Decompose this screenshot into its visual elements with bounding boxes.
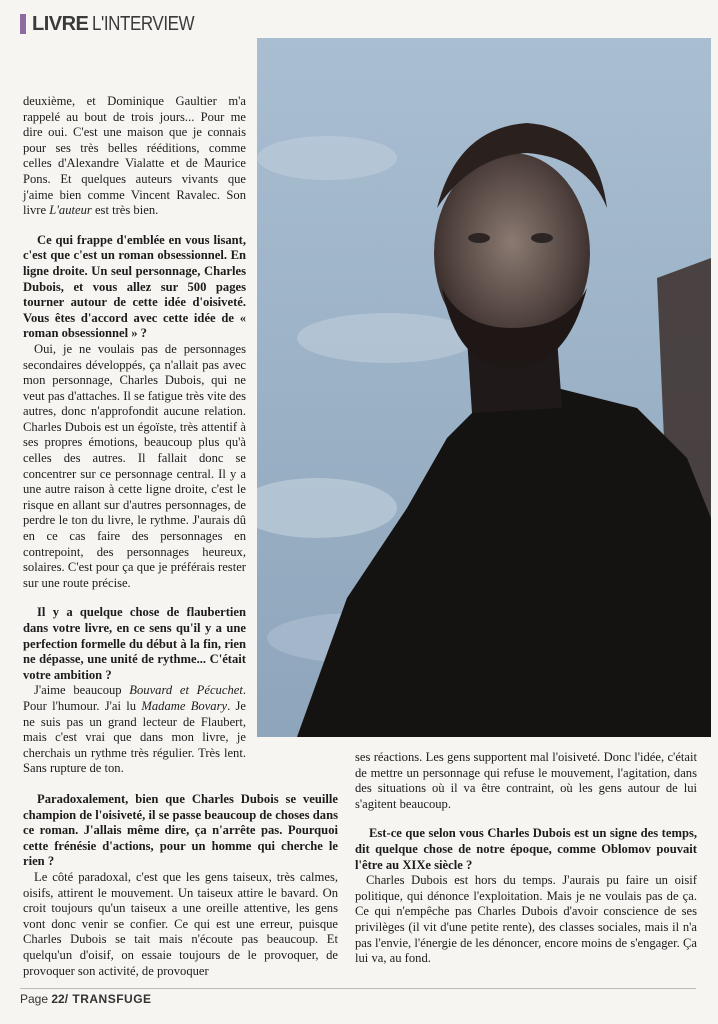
- rubric-light: L'INTERVIEW: [92, 12, 195, 35]
- answer-3-continued: ses réactions. Les gens supportent mal l'oisiveté. Donc l'idée, c'était de mettre un personnage qui refuse le mouvement, l'agitation, dans des situations où il va être contraint, où les gens autour de lui s'agitent beaucoup.: [355, 750, 697, 811]
- question-2: Il y a quelque chose de flaubertien dans votre livre, en ce sens qu'il y a une perfection formelle du début à la fin, rien ne dépasse, une unité de rythme... C'était votre ambition ?: [23, 605, 246, 682]
- rubric-bold: LIVRE: [32, 12, 89, 35]
- portrait-illustration: [257, 38, 711, 737]
- text: . Pour l'humour. J'ai lu: [23, 683, 246, 713]
- bottom-right-column: [355, 750, 697, 967]
- left-column: [23, 94, 246, 777]
- text: . Je ne suis pas un grand lecteur de Flaubert, mais c'est vrai que dans mon livre, je cherchais un rythme très régulier. Très lent. Sans rupture de ton.: [23, 698, 246, 776]
- rubric-accent-bar: [20, 14, 26, 34]
- page-label: Page: [20, 992, 52, 1006]
- portrait-photo: [257, 38, 711, 737]
- bottom-left-column: [23, 792, 338, 979]
- text: deuxième, et Dominique Gaultier m'a rappelé au bout de trois jours... Pour me dire oui. C'est une maison que je connais pour ses très belles rééditions, comme celles d'Alexandre Vialatte et de Maurice Pons. Et quelques auteurs vivants que j'aime bien comme Vincent Ravalec. Son livre: [23, 94, 246, 218]
- text: J'aime beaucoup: [34, 683, 130, 698]
- question-3: Paradoxalement, bien que Charles Dubois se veuille champion de l'oisiveté, il se passe beaucoup de choses dans ce roman. J'allais même dire, ça n'arrête pas. Pourquoi cette frénésie d'actions, pour un homme qui cherche le rien ?: [23, 792, 338, 869]
- text: est très bien.: [91, 203, 159, 218]
- page-footer: [20, 988, 696, 1006]
- question-4: Est-ce que selon vous Charles Dubois est un signe des temps, dit quelque chose de notre époque, comme Oblomov pouvait l'être au XIXe siècle ?: [355, 826, 697, 872]
- page-number: 22: [51, 992, 65, 1006]
- answer-4: Charles Dubois est hors du temps. J'aurais pu faire un oisif politique, qui dénonce l'exploitation. Mais je ne voulais pas de ça. Ce qui n'empêche pas Charles Dubois d'avoir conscience de ses privilèges (il vit d'une petite rente), des classes sociales, mais il n'a pas l'envie, l'énergie de les dénoncer, encore moins de s'engager. Ça lui va, au fond.: [355, 873, 697, 966]
- question-1: Ce qui frappe d'emblée en vous lisant, c'est que c'est un roman obsessionnel. En ligne droite. Un seul personnage, Charles Dubois, et vous allez sur 500 pages tourner autour de cette idée d'oisiveté. Vous êtes d'accord avec cette idée de « roman obsessionnel » ?: [23, 232, 246, 341]
- paragraph-intro: [23, 94, 246, 219]
- section-rubric: [20, 13, 213, 35]
- magazine-name: / TRANSFUGE: [64, 992, 152, 1006]
- book-title: L'auteur: [49, 203, 92, 218]
- book-title: Madame Bovary: [141, 698, 228, 713]
- book-title: Bouvard et Pécuchet: [129, 683, 243, 698]
- answer-2: [23, 683, 246, 777]
- answer-3: Le côté paradoxal, c'est que les gens taiseux, très calmes, oisifs, attirent le mouvement. Un taiseux attire le bavard. On croit toujours qu'un taiseux a une oreille attentive, les gens vont donc venir se confier. Ce qui est une erreur, puisque Charles Dubois se tait mais n'écoute pas beaucoup. Et quelqu'un d'oisif, on essaie toujours de le provoquer, de provoquer son activité, de provoquer: [23, 869, 338, 978]
- answer-1: Oui, je ne voulais pas de personnages secondaires développés, ça n'allait pas avec mon personnage, Charles Dubois, qui ne veut pas d'attaches. Il se fatigue très vite des autres, donc n'approfondit aucune relation. Charles Dubois est un égoïste, très attentif à ses propres émotions, beaucoup plus qu'à celles des autres. Il fallait donc se concentrer sur ce personnage central. Il y a une autre raison à cette ligne droite, c'est le risque en allant sur d'autres personnages, de perdre le ton du livre, le rythme. J'aurais dû en ce cas faire des personnages en contrepoint, des personnages heureux, solaires. C'est pour ça que je préférais rester sur une route précise.: [23, 341, 246, 590]
